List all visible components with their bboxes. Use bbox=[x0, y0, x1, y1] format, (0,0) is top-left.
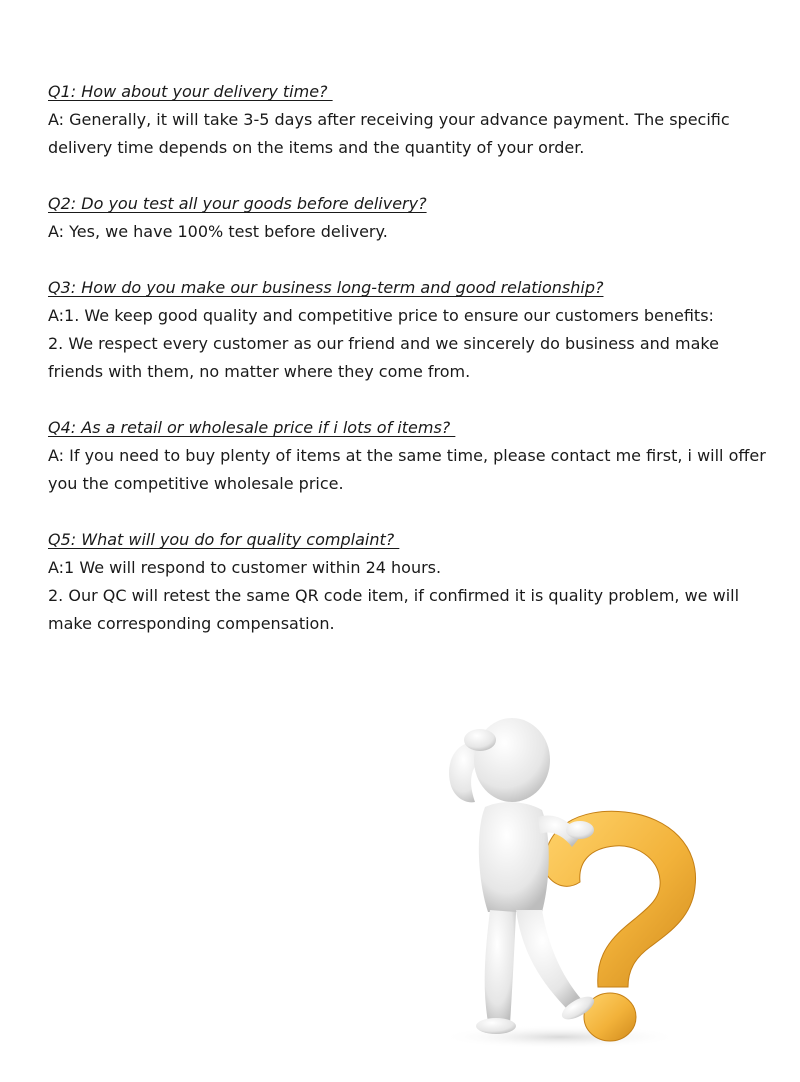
faq-item-q4 bbox=[48, 414, 768, 498]
faq-question: Q1: How about your delivery time? bbox=[48, 82, 333, 101]
faq-question: Q5: What will you do for quality complaint? bbox=[48, 530, 400, 549]
faq-answer: 2. We respect every customer as our friend and we sincerely do business and make friends with them, no matter where they come from. bbox=[48, 334, 719, 381]
faq-item-q1 bbox=[48, 78, 768, 162]
faq-answer: A: If you need to buy plenty of items at the same time, please contact me first, i will offer you the competitive wholesale price. bbox=[48, 446, 766, 493]
faq-item-q3 bbox=[48, 274, 768, 386]
thinking-person-question-mark-icon bbox=[430, 712, 730, 1052]
faq-list bbox=[48, 78, 768, 666]
faq-answer: A: Yes, we have 100% test before delivery. bbox=[48, 222, 388, 241]
faq-question: Q4: As a retail or wholesale price if i lots of items? bbox=[48, 418, 456, 437]
faq-answer: A:1. We keep good quality and competitive price to ensure our customers benefits: bbox=[48, 306, 714, 325]
faq-answer: A:1 We will respond to customer within 24 hours. bbox=[48, 558, 442, 577]
faq-question: Q3: How do you make our business long-term and good relationship? bbox=[48, 278, 604, 297]
faq-item-q5 bbox=[48, 526, 768, 638]
faq-answer: A: Generally, it will take 3-5 days after receiving your advance payment. The specific delivery time depends on the items and the quantity of your order. bbox=[48, 110, 730, 157]
faq-question: Q2: Do you test all your goods before delivery? bbox=[48, 194, 427, 213]
faq-item-q2 bbox=[48, 190, 768, 246]
faq-answer: 2. Our QC will retest the same QR code item, if confirmed it is quality problem, we will make corresponding compensation. bbox=[48, 586, 740, 633]
